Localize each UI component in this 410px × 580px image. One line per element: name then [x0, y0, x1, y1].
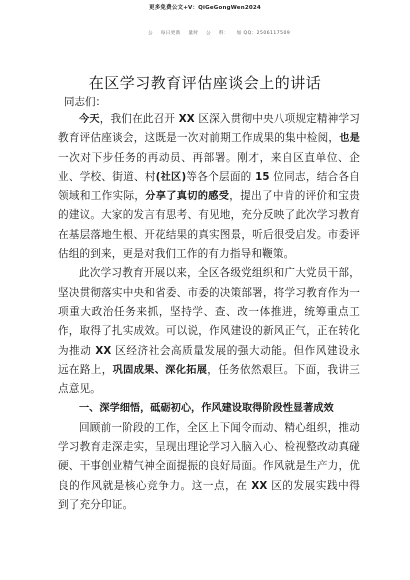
- salutation: 同志们：: [64, 96, 106, 108]
- bold-phrase: 15: [255, 171, 270, 183]
- paragraph-1: [58, 110, 360, 264]
- page-title: 在区学习教育评估座谈会上的讲话: [88, 74, 322, 92]
- text-run: 区经济社会高质量发展的强大动能。但作风建设永远在路上，: [58, 344, 360, 376]
- header-meta-line: 公 每日更新 量时 公 料： 加 QQ：2506117509: [148, 31, 291, 36]
- bold-phrase: XX: [251, 480, 268, 492]
- text-run: 等各个层面的: [186, 170, 256, 183]
- text-run: 回顾前一阶段的工作，全区上下闻令而动、精心组织，推动学习教育走深走实，呈现出理论学习入脑入心、检视整改动真碰硬、干事创业精气神全面提振的良好局面。作风就是生产力，优良的作风就是核心竞争力。这一点，在: [58, 421, 360, 492]
- paragraph-2: [58, 264, 360, 399]
- text-run: 区深入贯彻中央八项规定精神学习教育评估座谈会，这既是一次对前期工作成果的集中检阅，: [58, 113, 360, 145]
- text-run: ，提出了中肯的评价和宝贵的建议。大家的发言有思考、有见地，充分反映了此次学习教育在基层落地生根、开花结果的真实图景，听后很受启发。市委评估组的到来，更是对我们工作的有力指导和鞭策。: [58, 190, 361, 261]
- bold-phrase: 也是: [339, 133, 360, 145]
- text-run: 区的发展实践中得到了充分印证。: [58, 479, 360, 511]
- promo-banner: 更多免费公文+V：QiGeGongWen2024: [149, 5, 261, 11]
- text-run: 位同志，结合各自领域和工作实际，: [58, 170, 360, 203]
- document-body: [58, 110, 360, 515]
- bold-phrase: 今天: [79, 114, 100, 125]
- section-heading-1: 一、深学细悟，砥砺初心，作风建设取得阶段性显著成效: [79, 403, 334, 415]
- bold-phrase: 巩固成果、深化拓展: [112, 364, 208, 376]
- text-run: 一次对下步任务的再动员、再部署。刚才，来自区直单位、企业、学校、街道、村: [58, 151, 360, 183]
- bold-phrase: XX: [95, 345, 112, 357]
- bold-phrase: (社区): [155, 171, 187, 183]
- text-run: ，任务依然艰巨。下面，我讲三点意见。: [58, 363, 360, 396]
- bold-phrase: XX: [178, 114, 195, 125]
- paragraph-3: [58, 419, 360, 515]
- text-run: 此次学习教育开展以来，全区各级党组织和广大党员干部，坚决贯彻落实中央和省委、市委的决策部署，将学习教育作为一项重大政治任务来抓，坚持学、查、改一体推进，统筹重点工作，取得了扎实成效。可以说，作风建设的新风正气，正在转化为推动: [58, 267, 360, 357]
- text-run: ，我们在此召开: [99, 113, 179, 125]
- bold-phrase: 分享了真切的感受: [145, 191, 230, 203]
